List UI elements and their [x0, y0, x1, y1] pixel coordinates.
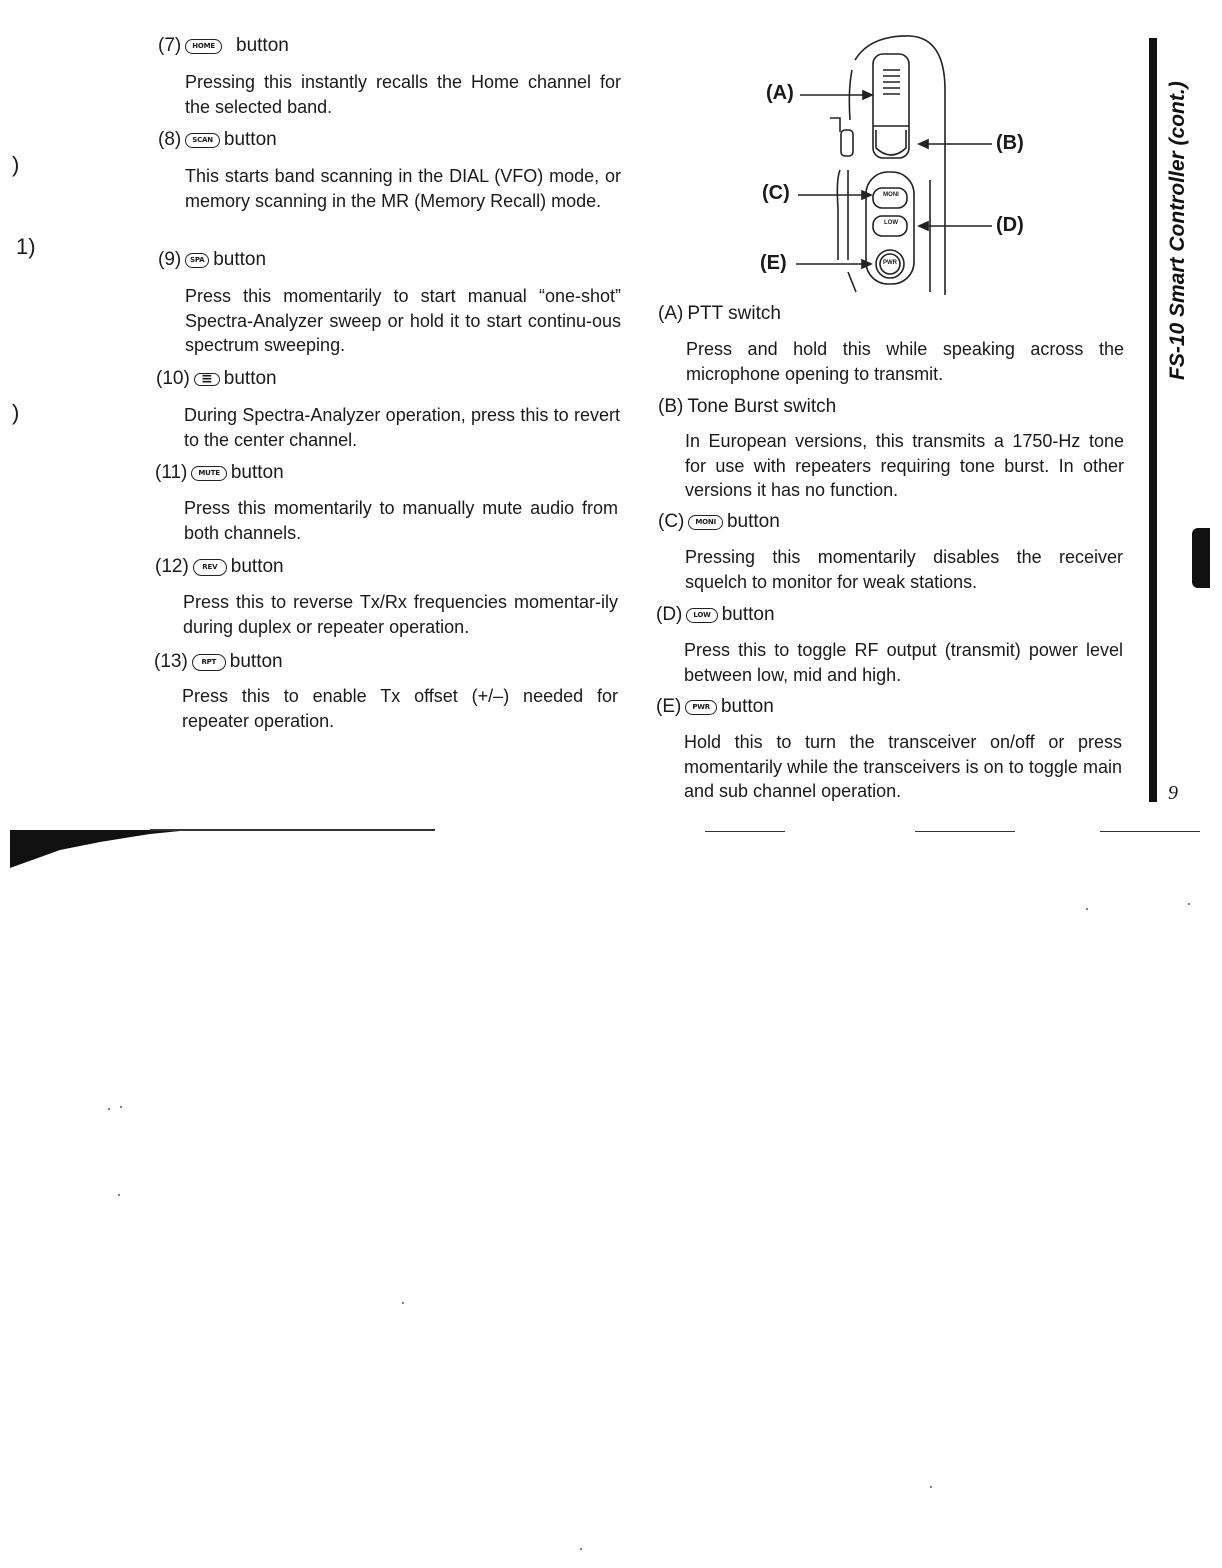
- scan-smudge-shape: [10, 828, 190, 870]
- pwr-button-label: PWR: [883, 260, 897, 266]
- rev-button-icon: REV: [193, 559, 227, 576]
- item-number: (11): [155, 462, 188, 483]
- item-suffix: Tone Burst switch: [687, 396, 837, 417]
- sidebar-bar: [1149, 38, 1157, 802]
- item-number: (13): [154, 651, 188, 672]
- item-heading: [656, 695, 774, 719]
- rpt-button-icon: RPT: [192, 654, 226, 671]
- scan-speck: [402, 1302, 404, 1304]
- diagram-label-c: (C): [762, 182, 790, 204]
- scan-speck: [108, 1108, 110, 1110]
- item-suffix: button: [223, 368, 277, 389]
- low-button-icon: LOW: [686, 608, 717, 623]
- item-description: Press this momentarily to manually mute audio from both channels.: [184, 498, 618, 543]
- section-tab: [1192, 528, 1210, 588]
- item-suffix: button: [721, 604, 775, 625]
- item-heading: [155, 461, 284, 485]
- item-heading: [155, 555, 284, 579]
- item-heading: [158, 34, 289, 58]
- item-suffix: button: [223, 129, 277, 150]
- item-heading: [156, 367, 277, 391]
- item-number: (10): [156, 368, 190, 389]
- item-heading: [154, 650, 283, 674]
- item-description: In European versions, this transmits a 1750-Hz tone for use with repeaters requiring tone burst. In other versions it has no function.: [685, 431, 1124, 500]
- moni-button-icon: MONI: [688, 515, 723, 530]
- diagram-label-a: (A): [766, 82, 794, 104]
- divider-line: [1100, 831, 1200, 832]
- center-button-icon: ≡: [194, 373, 220, 386]
- item-heading: [656, 603, 775, 627]
- item-number: (7): [158, 35, 182, 56]
- item-suffix: button: [720, 696, 774, 717]
- item-description: Press and hold this while speaking across the microphone opening to transmit.: [686, 339, 1124, 384]
- item-number: (D): [656, 604, 683, 625]
- scan-speck: [1086, 908, 1088, 910]
- divider-line: [150, 829, 435, 831]
- item-description: Press this to enable Tx offset (+/–) needed for repeater operation.: [182, 686, 618, 731]
- item-number: (8): [158, 129, 182, 150]
- diagram-label-e: (E): [760, 252, 787, 274]
- divider-line: [915, 831, 1015, 832]
- microphone-diagram: [740, 30, 1060, 300]
- item-number: (B): [658, 396, 684, 417]
- item-description: Press this to reverse Tx/Rx frequencies momentar-ily during duplex or repeater operation.: [183, 592, 618, 637]
- scan-speck: [120, 1106, 122, 1108]
- divider-line: [705, 831, 785, 832]
- scan-speck: [1188, 903, 1190, 905]
- item-heading: [158, 128, 277, 152]
- item-suffix: button: [236, 35, 289, 56]
- item-description: Press this momentarily to start manual “one-shot” Spectra-Analyzer sweep or hold it to start continu-ous spectrum sweeping.: [185, 286, 621, 355]
- item-suffix: button: [230, 556, 284, 577]
- home-button-icon: HOME: [185, 39, 222, 54]
- scan-smudge: [10, 828, 190, 870]
- item-suffix: button: [726, 511, 780, 532]
- item-number: (12): [155, 556, 189, 577]
- scan-button-icon: SCAN: [185, 133, 220, 148]
- pwr-button-icon: PWR: [685, 700, 717, 715]
- item-description: Pressing this instantly recalls the Home channel for the selected band.: [185, 72, 621, 117]
- item-description: This starts band scanning in the DIAL (VFO) mode, or memory scanning in the MR (Memory Recall) mode.: [185, 166, 621, 211]
- margin-mark: 1): [16, 234, 36, 259]
- item-number: (A): [658, 303, 684, 324]
- item-heading: [658, 395, 836, 419]
- scan-speck: [930, 1486, 932, 1488]
- item-number: (E): [656, 696, 682, 717]
- item-heading: [658, 510, 780, 534]
- item-suffix: button: [229, 651, 283, 672]
- mute-button-icon: MUTE: [191, 466, 226, 481]
- scan-speck: [580, 1548, 582, 1550]
- spa-button-icon: SPA: [185, 253, 209, 268]
- diagram-label-d: (D): [996, 214, 1024, 236]
- item-suffix: button: [230, 462, 284, 483]
- item-number: (9): [158, 249, 182, 270]
- page-number: 9: [1168, 782, 1178, 804]
- item-suffix: PTT switch: [687, 303, 781, 324]
- sidebar-title: FS-10 Smart Controller (cont.): [1166, 81, 1189, 380]
- margin-mark: ): [12, 400, 20, 425]
- item-description: Pressing this momentarily disables the receiver squelch to monitor for weak stations.: [685, 547, 1123, 592]
- item-description: During Spectra-Analyzer operation, press this to revert to the center channel.: [184, 405, 620, 450]
- item-description: Hold this to turn the transceiver on/off or press momentarily while the transceivers is on to toggle main and sub channel operation.: [684, 732, 1122, 801]
- low-button-label: LOW: [884, 220, 898, 226]
- item-suffix: button: [213, 249, 267, 270]
- moni-button-label: MONI: [883, 192, 899, 198]
- diagram-label-b: (B): [996, 132, 1024, 154]
- margin-mark: ): [12, 152, 20, 177]
- item-heading: [658, 302, 781, 326]
- item-description: Press this to toggle RF output (transmit) power level between low, mid and high.: [684, 640, 1123, 685]
- item-number: (C): [658, 511, 685, 532]
- scan-speck: [118, 1194, 120, 1196]
- item-heading: [158, 248, 266, 272]
